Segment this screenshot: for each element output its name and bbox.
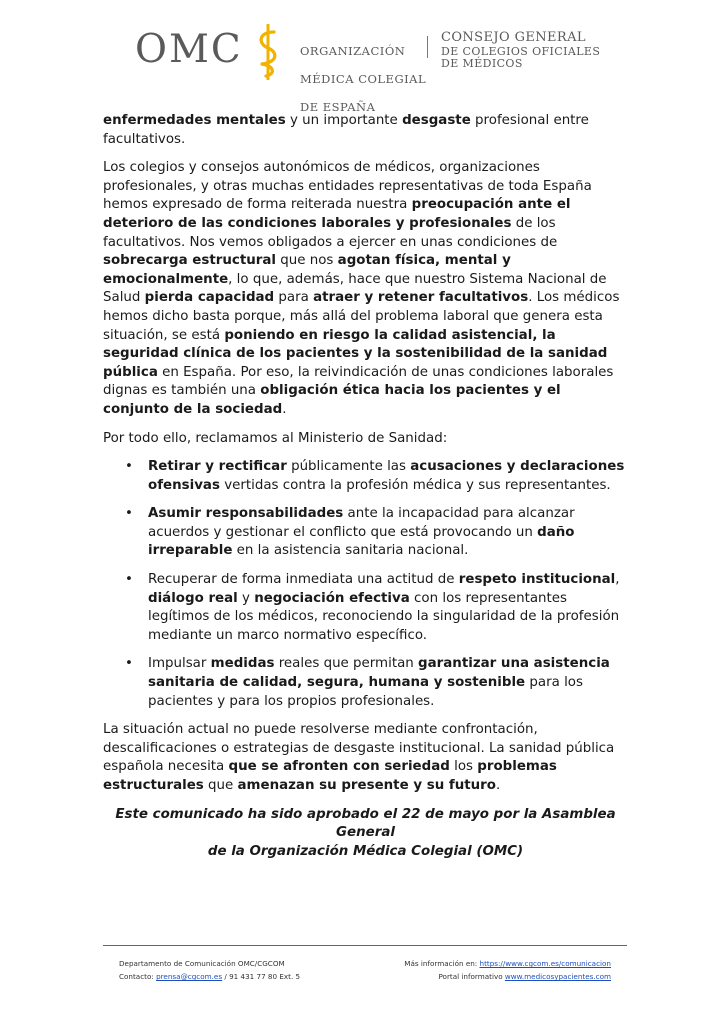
more-info-link[interactable]: https://www.cgcom.es/comunicacion <box>479 959 611 968</box>
serpent-logo-icon <box>254 22 282 82</box>
contact-email-link[interactable]: prensa@cgcom.es <box>156 972 223 981</box>
footer-divider <box>103 945 627 946</box>
list-item: • Impulsar medidas reales que permitan garantizar una asistencia sanitaria de calidad, segura, humana y sostenible para los pacientes y para los propios profesionales. <box>125 656 610 709</box>
footer-more-info: Más información en: https://www.cgcom.es/comunicacion <box>404 959 611 968</box>
footer-contact-line: Contacto: prensa@cgcom.es / 91 431 77 80 Ext. 5 <box>119 972 301 981</box>
list-item: • Asumir responsabilidades ante la incapacidad para alcanzar acuerdos y gestionar el conflicto que está provocando un daño irreparable en la asistencia sanitaria nacional. <box>125 506 575 559</box>
header-divider <box>427 36 428 58</box>
org-name: ORGANIZACIÓN MÉDICA COLEGIAL DE ESPAÑA <box>300 44 427 114</box>
list-item: • Recuperar de forma inmediata una actitud de respeto institucional, diálogo real y negociación efectiva con los representantes legítimos de los médicos, reconociendo la singularidad de la profesión mediante un marco normativo específico. <box>125 572 620 643</box>
paragraph-2: Los colegios y consejos autonómicos de médicos, organizaciones profesionales, y otras muchas entidades representativas de toda España hemos expresado de forma reiterada nuestra preocupación ante el deterioro de las condiciones laborales y profesionales de los facultativos. Nos vemos obligados a ejercer en unas condiciones de sobrecarga estructural que nos agotan física, mental y emocionalmente, lo que, además, hace que nuestro Sistema Nacional de Salud pierda capacidad para atraer y retener facultativos. Los médicos hemos dicho basta porque, más allá del problema laboral que genera esta situación, se está poniendo en riesgo la calidad asistencial, la seguridad clínica de los pacientes y la sostenibilidad de la sanidad pública en España. Por eso, la reivindicación de unas condiciones laborales dignas es también una obligación ética hacia los pacientes y el conjunto de la sociedad. <box>103 160 620 417</box>
omc-wordmark: OMC <box>135 27 243 72</box>
document-body <box>103 112 628 861</box>
council-name: CONSEJO GENERAL DE COLEGIOS OFICIALES DE MÉDICOS <box>441 30 601 70</box>
paragraph-4: La situación actual no puede resolverse mediante confrontación, descalificaciones o estrategias de desgaste institucional. La sanidad pública española necesita que se afronten con seriedad los problemas estructurales que amenazan su presente y su futuro. <box>103 722 615 793</box>
paragraph-3: Por todo ello, reclamamos al Ministerio de Sanidad: <box>103 430 448 446</box>
demands-list <box>103 458 628 711</box>
list-item: • Retirar y rectificar públicamente las acusaciones y declaraciones ofensivas vertidas contra la profesión médica y sus representantes. <box>125 459 625 493</box>
footer-portal: Portal informativo www.medicosypacientes.com <box>438 972 611 981</box>
footer-department: Departamento de Comunicación OMC/CGCOM <box>119 959 285 968</box>
portal-link[interactable]: www.medicosypacientes.com <box>504 972 611 981</box>
footer-info <box>404 957 611 983</box>
letterhead <box>0 0 724 114</box>
paragraph-1: enfermedades mentales y un importante desgaste profesional entre facultativos. <box>103 113 589 147</box>
footer-contact <box>119 957 300 983</box>
closing-statement: Este comunicado ha sido aprobado el 22 de mayo por la Asamblea General de la Organización Médica Colegial (OMC) <box>115 806 616 859</box>
